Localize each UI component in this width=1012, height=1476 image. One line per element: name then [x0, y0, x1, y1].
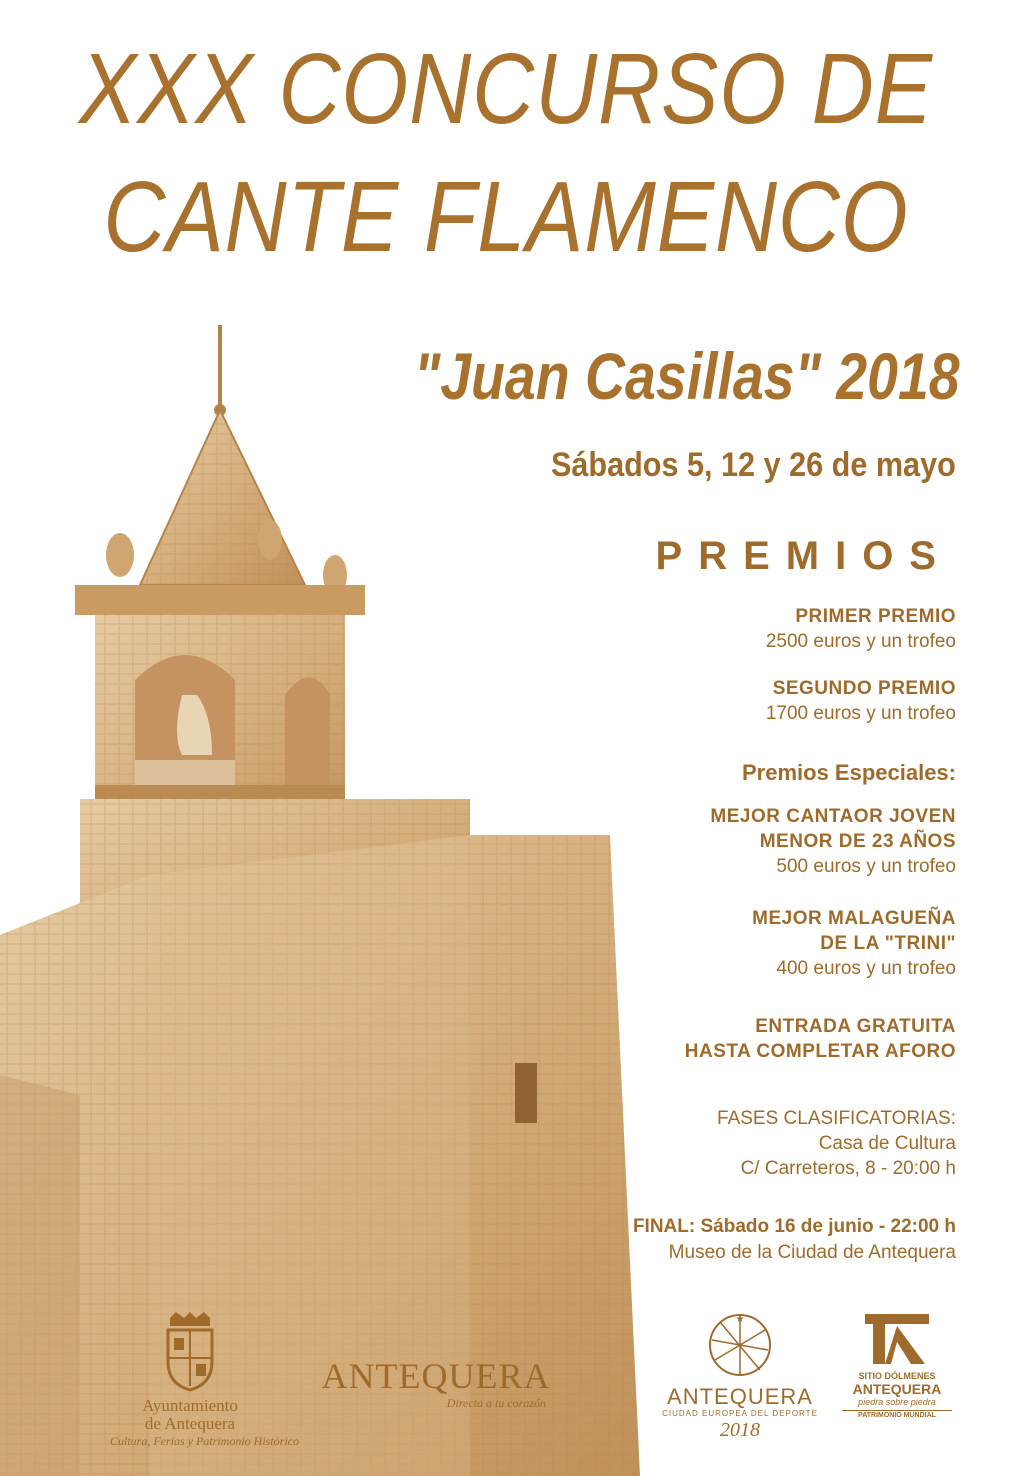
ayuntamiento-logo	[110, 1312, 299, 1449]
title-line-1: XXX CONCURSO DE	[79, 33, 933, 145]
event-dates: Sábados 5, 12 y 26 de mayo	[551, 446, 956, 484]
dolmenes-logo	[842, 1312, 952, 1421]
antequera-brand-text: ANTEQUERA	[321, 1356, 551, 1396]
coat-of-arms-icon	[162, 1312, 218, 1392]
fases-line-1: FASES CLASIFICATORIAS:	[717, 1108, 956, 1129]
first-prize-value: 2500 euros y un trofeo	[765, 631, 956, 652]
young-singer-prize	[710, 804, 956, 879]
young-prize-value: 500 euros y un trofeo	[776, 856, 956, 877]
star-globe-icon	[700, 1310, 780, 1380]
qualifying-rounds	[717, 1106, 956, 1181]
dolmenes-line-1: SITIO DÓLMENES	[858, 1371, 936, 1381]
ayuntamiento-line-2: de Antequera	[144, 1414, 236, 1433]
malaguena-label-1: MEJOR MALAGUEÑA	[752, 908, 956, 929]
special-prizes-heading: Premios Especiales:	[741, 760, 956, 785]
title-line-2: CANTE FLAMENCO	[103, 161, 909, 273]
church-tower-illustration	[0, 315, 660, 1476]
antequera-brand-logo	[306, 1356, 566, 1411]
dolmen-icon	[861, 1312, 933, 1366]
deporte-logo	[660, 1310, 820, 1441]
first-prize	[766, 604, 956, 654]
free-entry-line-2: HASTA COMPLETAR AFORO	[684, 1041, 956, 1062]
subtitle-juan-casillas: "Juan Casillas" 2018	[414, 339, 960, 413]
ayuntamiento-line-3: Cultura, Ferias y Patrimonio Histórico	[110, 1434, 299, 1448]
free-entry	[685, 1014, 956, 1064]
svg-text:★: ★	[735, 1314, 745, 1325]
deporte-line-2: CIUDAD EUROPEA DEL DEPORTE	[662, 1409, 818, 1418]
fases-line-2: Casa de Cultura	[818, 1133, 956, 1154]
antequera-tagline: Directa a tu corazón	[446, 1396, 546, 1410]
final-info	[633, 1214, 956, 1265]
final-label: FINAL:	[632, 1216, 696, 1237]
free-entry-line-1: ENTRADA GRATUITA	[755, 1016, 956, 1037]
dolmenes-line-4: PATRIMONIO MUNDIAL	[842, 1410, 952, 1421]
young-prize-label-2: MENOR DE 23 AÑOS	[759, 831, 956, 852]
final-when: Sábado 16 de junio - 22:00 h	[700, 1216, 956, 1237]
young-prize-label-1: MEJOR CANTAOR JOVEN	[710, 806, 956, 827]
fases-line-3: C/ Carreteros, 8 - 20:00 h	[740, 1158, 956, 1179]
premios-heading: PREMIOS	[655, 534, 952, 578]
second-prize-value: 1700 euros y un trofeo	[765, 703, 956, 724]
first-prize-label: PRIMER PREMIO	[795, 606, 956, 627]
dolmenes-line-3: piedra sobre piedra	[858, 1397, 936, 1407]
malaguena-label-2: DE LA "TRINI"	[820, 933, 956, 954]
dolmenes-line-2: ANTEQUERA	[852, 1381, 942, 1397]
deporte-line-3: 2018	[720, 1419, 760, 1441]
ayuntamiento-line-1: Ayuntamiento	[142, 1396, 238, 1415]
second-prize	[766, 676, 956, 726]
deporte-line-1: ANTEQUERA	[667, 1384, 813, 1409]
final-where: Museo de la Ciudad de Antequera	[668, 1242, 956, 1263]
malaguena-value: 400 euros y un trofeo	[776, 958, 956, 979]
malaguena-prize	[752, 906, 956, 981]
second-prize-label: SEGUNDO PREMIO	[772, 678, 956, 699]
